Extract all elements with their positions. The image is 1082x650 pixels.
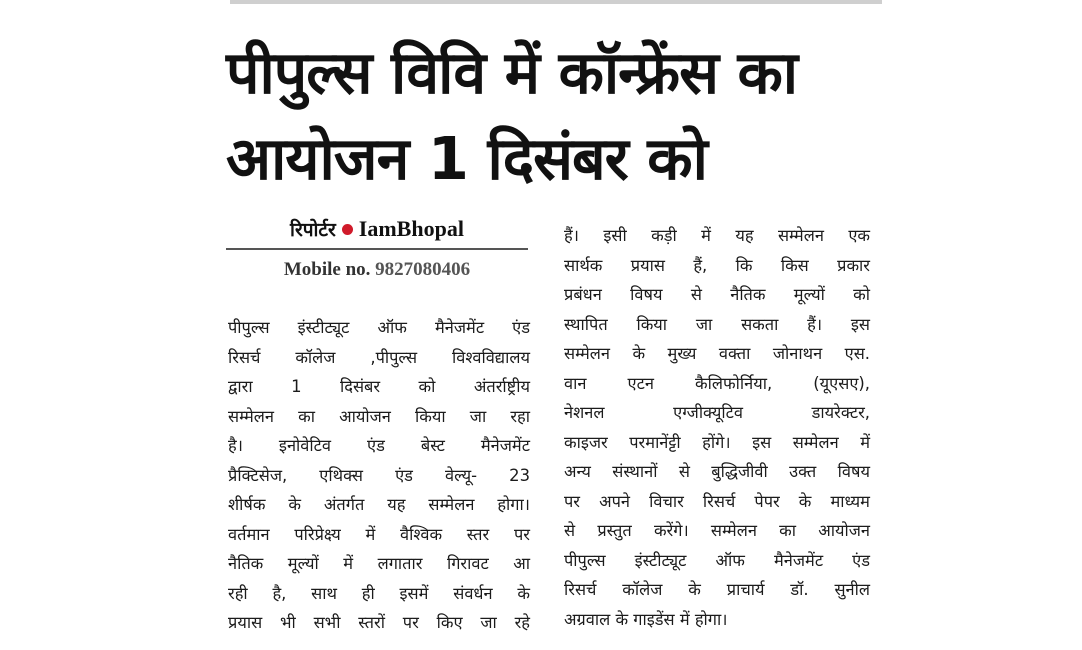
body-line: सम्मेलन का आयोजन किया जा रहा (228, 406, 530, 426)
body-line: रिसर्च कॉलेज के प्राचार्य डॉ. सुनील (564, 580, 870, 599)
body-line: अग्रवाल के गाइडेंस में होगा। (564, 609, 728, 629)
body-line: सम्मेलन के मुख्य वक्ता जोनाथन एस. (564, 344, 870, 363)
reporter-label: रिपोर्टर (290, 219, 336, 241)
bullet-dot-icon (342, 224, 353, 235)
headline-line-1: पीपुल्स विवि में कॉन्फ्रेंस का (226, 38, 798, 107)
body-line: से प्रस्तुत करेंगे। सम्मेलन का आयोजन (564, 521, 870, 540)
body-line: वर्तमान परिप्रेक्ष्य में वैश्विक स्तर पर (228, 524, 530, 544)
headline (226, 30, 886, 202)
body-line: रिसर्च कॉलेज ,पीपुल्स विश्वविद्यालय (228, 347, 530, 367)
body-line: प्रबंधन विषय से नैतिक मूल्यों को (564, 285, 870, 304)
body-line: शीर्षक के अंतर्गत यह सम्मेलन होगा। (228, 495, 530, 514)
body-line: नेशनल एग्जीक्यूटिव डायरेक्टर, (564, 403, 870, 422)
body-line: वान एटन कैलिफोर्निया, (यूएसए), (564, 373, 870, 393)
body-line: रही है, साथ ही इसमें संवर्धन के (228, 583, 530, 603)
body-line: काइजर परमानेंट्टी होंगे। इस सम्मेलन में (564, 432, 870, 452)
reporter-row (226, 212, 528, 246)
body-line: प्रयास भी सभी स्तरों पर किए जा रहे (228, 613, 530, 632)
reporter-name: IamBhopal (358, 216, 464, 241)
mobile-number: 9827080406 (375, 259, 471, 280)
byline (226, 212, 528, 288)
body-line: नैतिक मूल्यों में लगातार गिरावट आ (228, 554, 530, 573)
body-line: द्वारा 1 दिसंबर को अंतर्राष्ट्रीय (228, 377, 530, 396)
body-line: सार्थक प्रयास हैं, कि किस प्रकार (564, 255, 870, 275)
body-line: पीपुल्स इंस्टीट्यूट ऑफ मैनेजमेंट एंड (228, 318, 530, 337)
body-line: स्थापित किया जा सकता हैं। इस (564, 314, 870, 334)
right-column (564, 221, 870, 634)
body-line: हैं। इसी कड़ी में यह सम्मेलन एक (564, 226, 870, 245)
headline-line-2: आयोजन 1 दिसंबर को (226, 124, 707, 193)
top-rule (230, 0, 882, 4)
byline-divider (226, 248, 528, 250)
mobile-label: Mobile no. (283, 259, 371, 280)
left-column (228, 313, 530, 638)
mobile-row (226, 252, 528, 288)
body-line: अन्य संस्थानों से बुद्धिजीवी उक्त विषय (564, 462, 870, 481)
body-line: पर अपने विचार रिसर्च पेपर के माध्यम (564, 491, 870, 511)
body-line: पीपुल्स इंस्टीट्यूट ऑफ मैनेजमेंट एंड (564, 550, 870, 570)
body-line: प्रैक्टिसेज, एथिक्स एंड वेल्यू- 23 (228, 465, 530, 485)
body-line: है। इनोवेटिव एंड बेस्ट मैनेजमेंट (228, 436, 530, 455)
